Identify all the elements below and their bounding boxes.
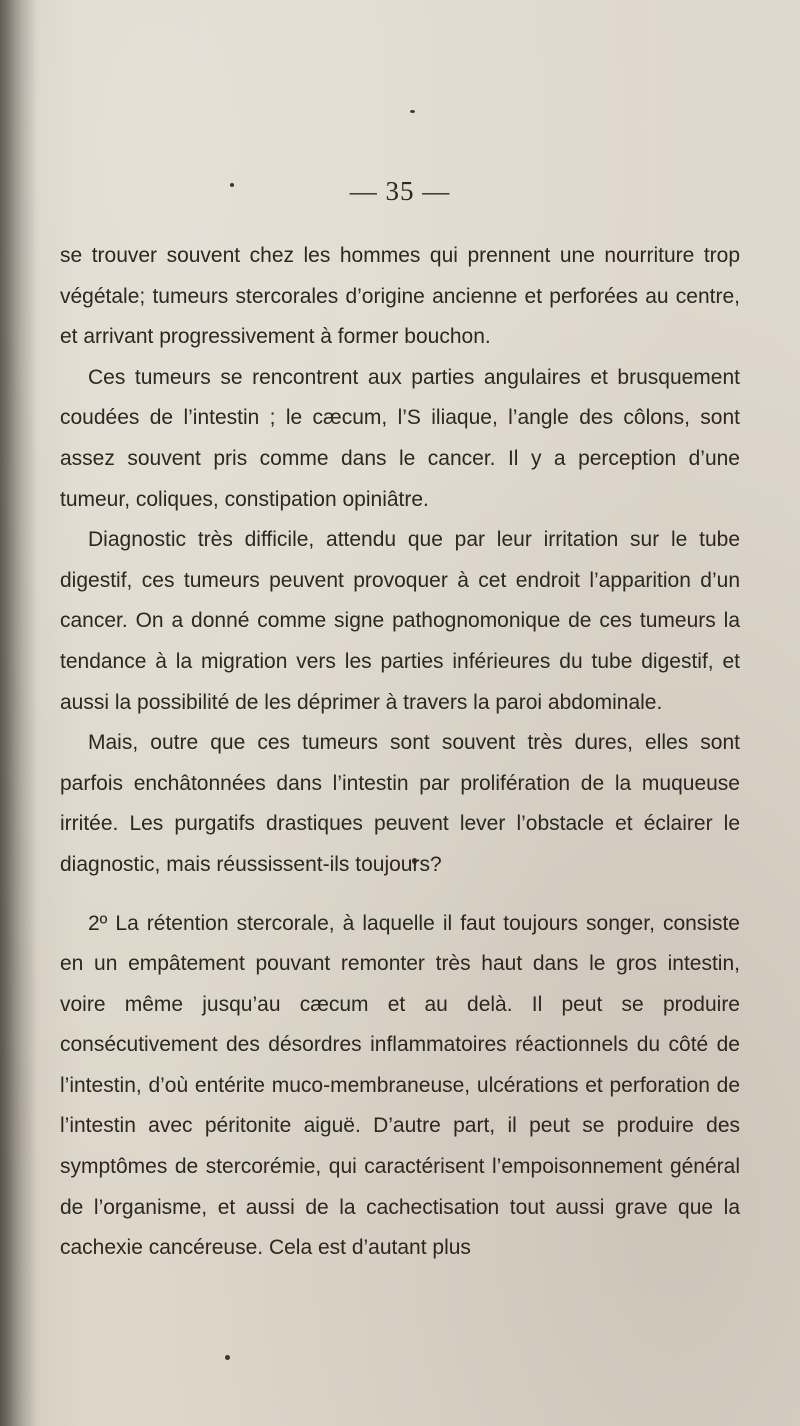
ink-speck xyxy=(225,1355,230,1360)
page-number: — 35 — xyxy=(349,176,451,206)
paragraph-continuation: se trouver souvent chez les hommes qui prennent une nourriture trop végétale; tumeurs stercorales d’origine ancienne et perforées au centre, et arrivant progressivement à former bouchon. xyxy=(60,244,740,349)
ink-speck xyxy=(410,110,415,113)
paragraph-purgatifs: Mais, outre que ces tumeurs sont souvent très dures, elles sont parfois enchâtonnées dans l’intestin par prolifération de la muqueuse irritée. Les purgatifs drastiques peuvent lever l’obstacle et éclairer le diagnostic, mais réussissent-ils toujours? xyxy=(60,731,740,876)
body-text xyxy=(60,236,740,1269)
page-binding-shadow xyxy=(0,0,36,1426)
paragraph-tumeurs-angulaires: Ces tumeurs se rencontrent aux parties angulaires et brusquement coudées de l’intestin ; le cæcum, l’S iliaque, l’angle des côlons, sont assez souvent pris comme dans le cancer. Il y a perception d’une tumeur, coliques, constipation opiniâtre. xyxy=(60,365,740,511)
paragraph-retention-stercorale: 2º La rétention stercorale, à laquelle il faut toujours songer, consiste en un empâtement pouvant remonter très haut dans le gros intestin, voire même jusqu’au cæcum et au delà. Il peut se produire consécutivement des désordres inflammatoires réactionnels du côté de l’intestin, d’où entérite muco-membraneuse, ulcérations et perforation de l’intestin avec péritonite aiguë. D’autre part, il peut se produire des symptômes de stercorémie, qui caractérisent l’empoisonnement général de l’organisme, et aussi de la cachectisation tout aussi grave que la cachexie cancéreuse. Cela est d’autant plus xyxy=(60,911,740,1260)
paragraph-diagnostic: Diagnostic très difficile, attendu que par leur irritation sur le tube digestif, ces tumeurs peuvent provoquer à cet endroit l’apparition d’un cancer. On a donné comme signe pathognomonique de ces tumeurs la tendance à la migration vers les parties inférieures du tube digestif, et aussi la possibilité de les déprimer à travers la paroi abdominale. xyxy=(60,528,740,714)
